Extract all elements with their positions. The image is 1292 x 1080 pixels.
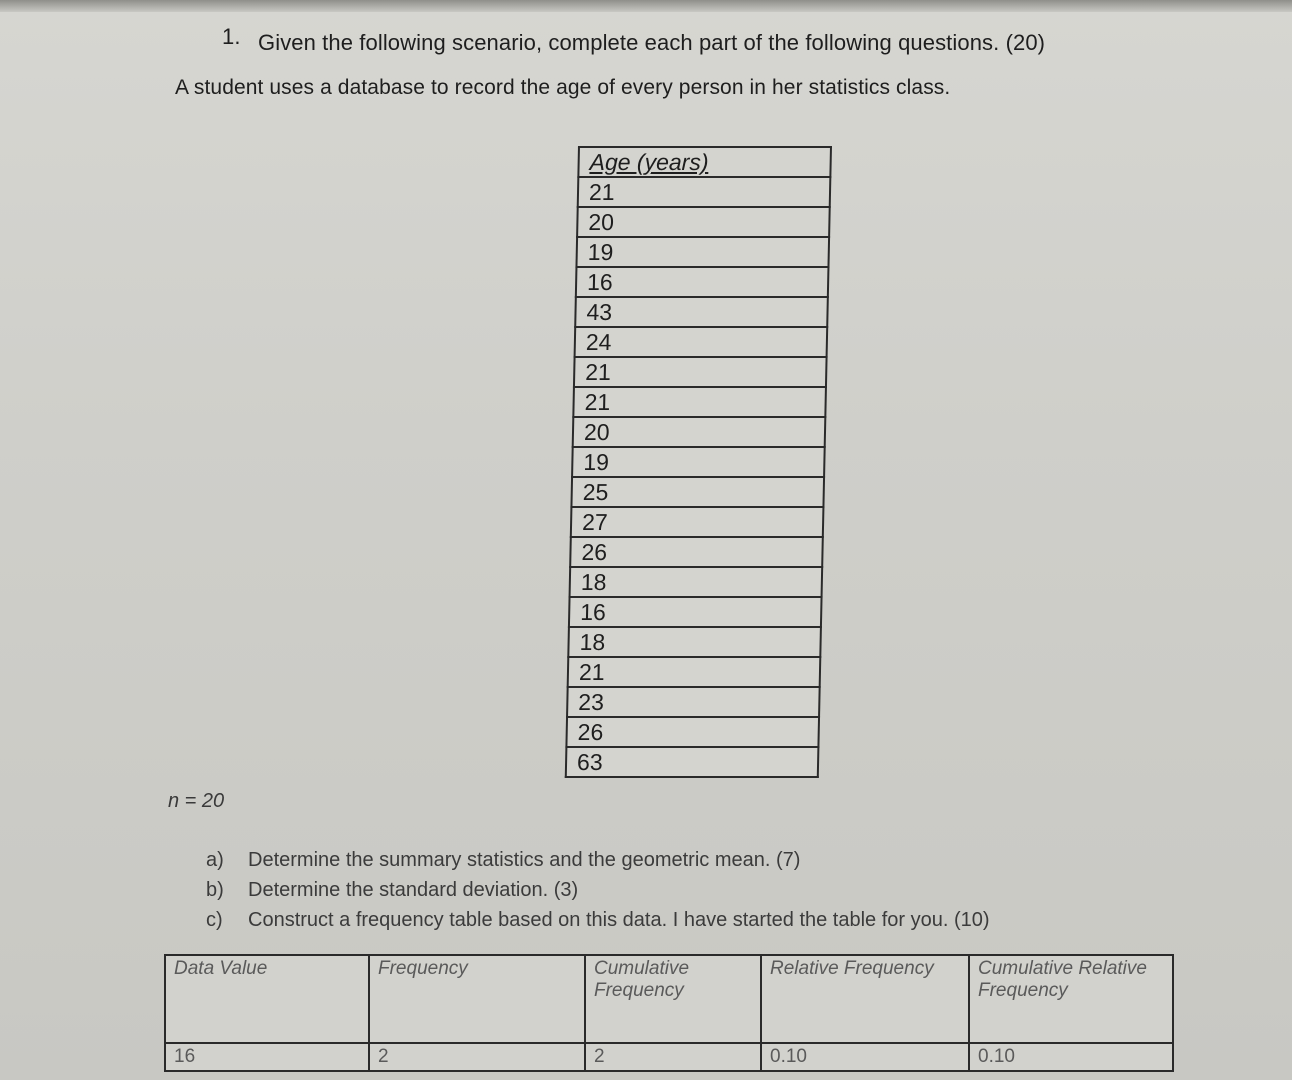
table-row	[575, 297, 828, 327]
table-row	[570, 537, 823, 567]
age-value: 16	[569, 597, 822, 627]
header-frequency: Frequency	[369, 955, 585, 1043]
part-letter: c)	[206, 909, 223, 931]
table-row	[571, 507, 824, 537]
age-table-header-row	[578, 147, 831, 177]
part-text: Determine the standard deviation. (3)	[248, 879, 579, 901]
question-parts	[206, 845, 990, 935]
table-row	[567, 687, 820, 717]
table-row	[576, 237, 829, 267]
header-cumulative-frequency: Cumulative Frequency	[585, 955, 761, 1043]
age-table	[565, 146, 832, 778]
cell-relative-frequency: 0.10	[761, 1043, 969, 1071]
question-prompt: Given the following scenario, complete each part of the following questions. (20)	[258, 30, 1046, 55]
table-row	[566, 717, 819, 747]
age-value: 21	[574, 357, 827, 387]
age-value: 24	[575, 327, 828, 357]
table-row	[570, 567, 823, 597]
table-row	[165, 1043, 1173, 1071]
table-row	[572, 447, 825, 477]
part-text: Construct a frequency table based on this data. I have started the table for you. (10)	[248, 909, 990, 931]
part-c	[206, 905, 990, 935]
age-value: 26	[566, 717, 819, 747]
age-value: 18	[570, 567, 823, 597]
part-letter: a)	[206, 849, 224, 871]
part-b	[206, 875, 990, 905]
table-row	[569, 597, 822, 627]
table-row	[566, 747, 819, 777]
age-value: 26	[570, 537, 823, 567]
age-value: 21	[578, 177, 831, 207]
table-row	[568, 627, 821, 657]
age-value: 19	[572, 447, 825, 477]
age-value: 16	[576, 267, 829, 297]
frequency-table-header-row	[165, 955, 1173, 1043]
part-a	[206, 845, 990, 875]
table-row	[571, 477, 824, 507]
header-relative-frequency: Relative Frequency	[761, 955, 969, 1043]
part-letter: b)	[206, 879, 224, 901]
header-data-value: Data Value	[165, 955, 369, 1043]
age-table-header: Age (years)	[578, 147, 831, 177]
page-top-edge	[0, 0, 1292, 12]
table-row	[574, 357, 827, 387]
age-value: 25	[571, 477, 824, 507]
cell-cumulative-relative-frequency: 0.10	[969, 1043, 1173, 1071]
age-value: 21	[568, 657, 821, 687]
scenario-text: A student uses a database to record the age of every person in her statistics class.	[175, 76, 951, 99]
table-row	[578, 177, 831, 207]
age-value: 21	[573, 387, 826, 417]
table-row	[576, 267, 829, 297]
cell-cumulative-frequency: 2	[585, 1043, 761, 1071]
frequency-table	[164, 954, 1174, 1072]
header-cumulative-relative-frequency: Cumulative Relative Frequency	[969, 955, 1173, 1043]
age-value: 19	[576, 237, 829, 267]
cell-frequency: 2	[369, 1043, 585, 1071]
age-value: 27	[571, 507, 824, 537]
age-value: 43	[575, 297, 828, 327]
question-number: 1.	[222, 24, 241, 49]
cell-data-value: 16	[165, 1043, 369, 1071]
age-value: 23	[567, 687, 820, 717]
age-value: 20	[577, 207, 830, 237]
sample-size-label: n = 20	[168, 790, 225, 812]
table-row	[568, 657, 821, 687]
table-row	[575, 327, 828, 357]
table-row	[573, 387, 826, 417]
table-row	[573, 417, 826, 447]
age-value: 20	[573, 417, 826, 447]
part-text: Determine the summary statistics and the geometric mean. (7)	[248, 849, 801, 871]
age-value: 18	[568, 627, 821, 657]
age-value: 63	[566, 747, 819, 777]
table-row	[577, 207, 830, 237]
